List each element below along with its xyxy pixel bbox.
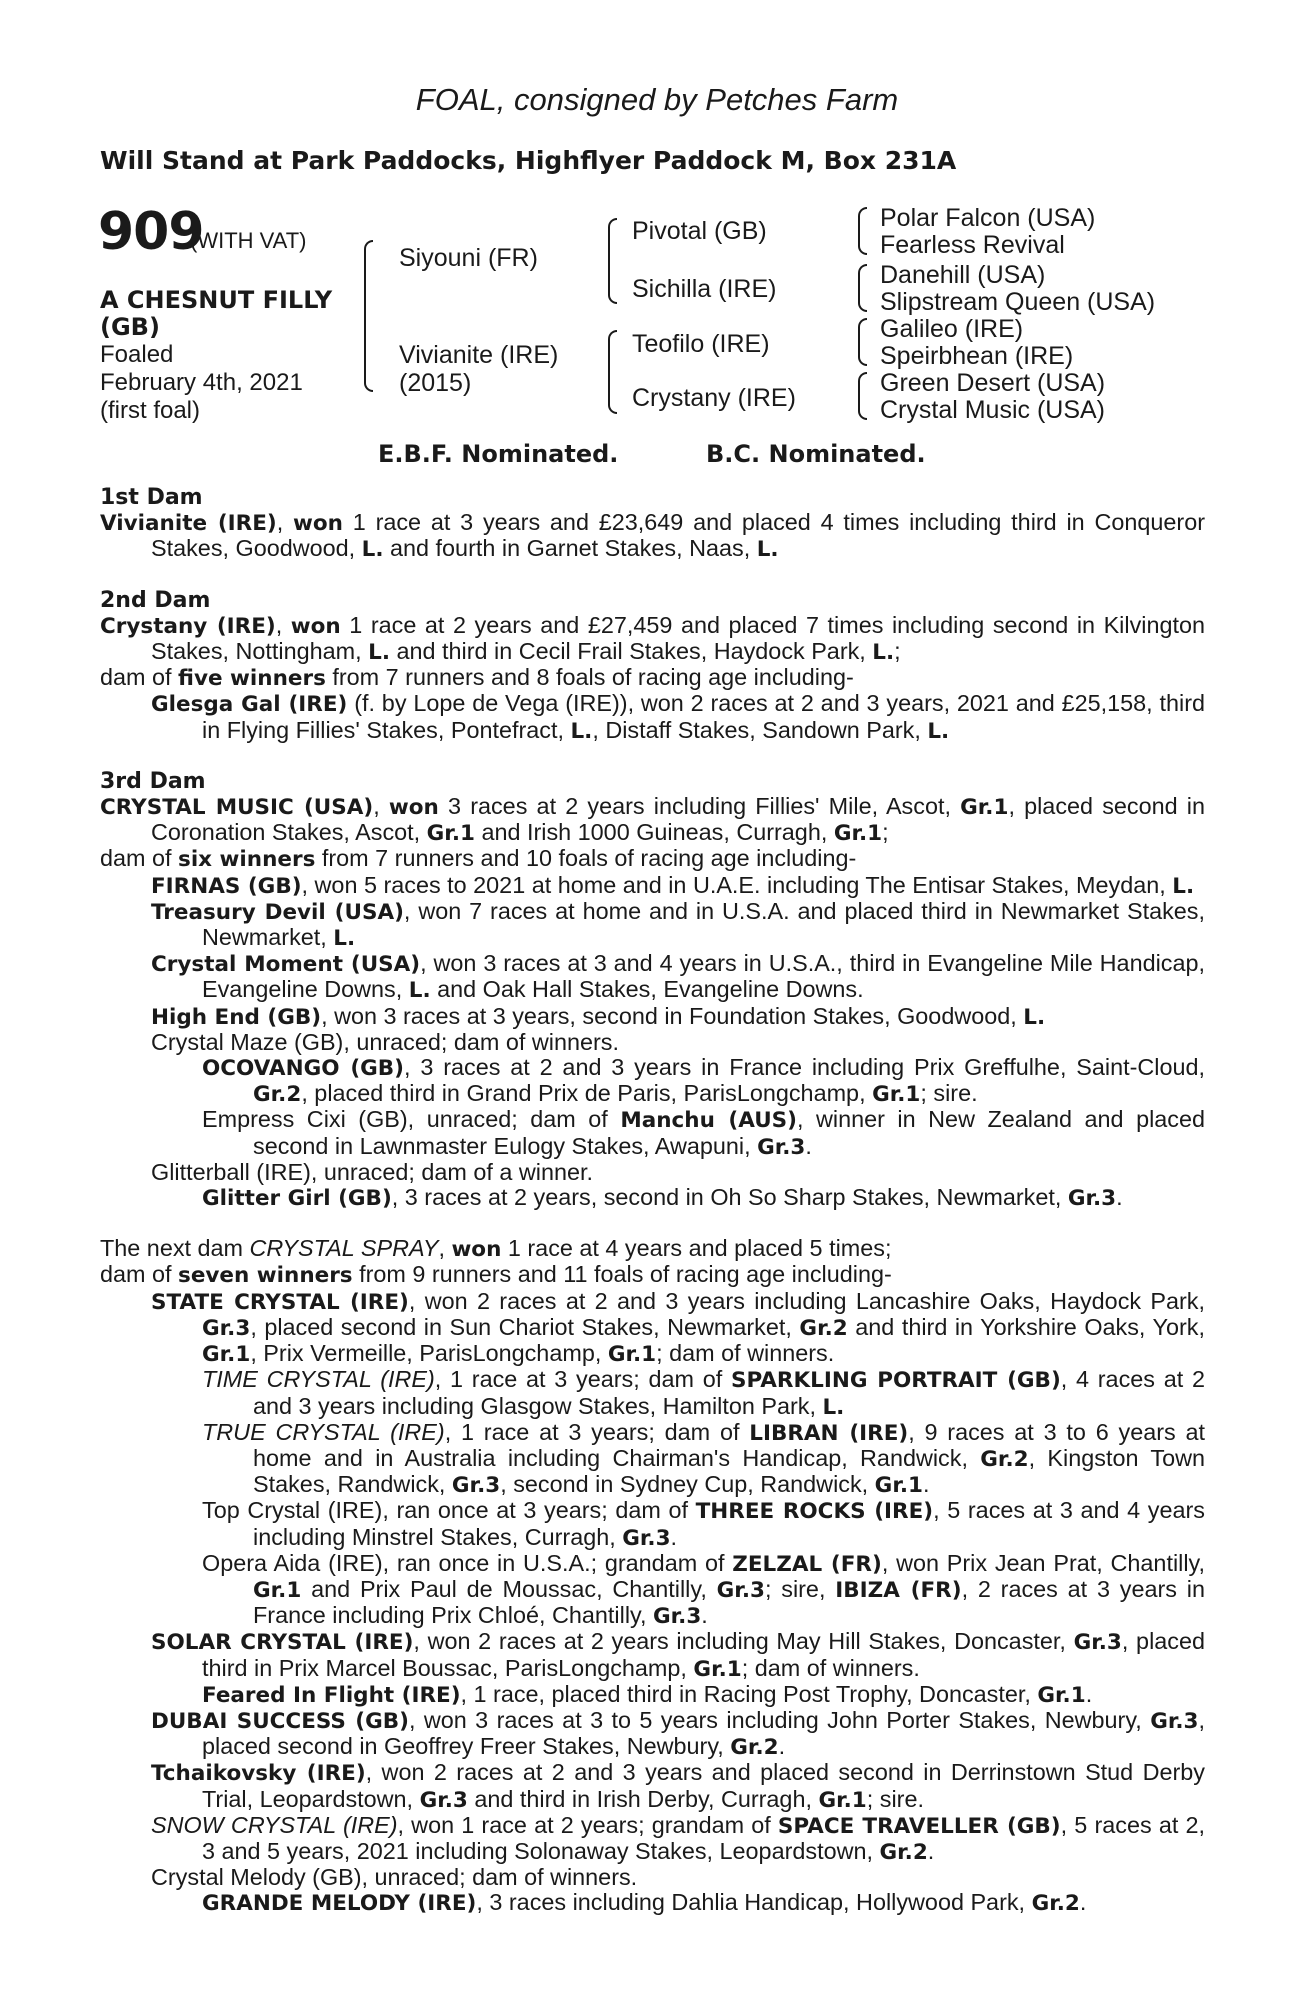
produce-entry: Treasury Devil (USA), won 7 races at home and in U.S.A. and placed third in Newmarket Stakes, Newmarket, L. xyxy=(151,897,1205,952)
pedigree-g1: Polar Falcon (USA) xyxy=(880,204,1096,232)
produce-entry: Feared In Flight (IRE), 1 race, placed third in Racing Post Trophy, Doncaster, Gr.1. xyxy=(202,1680,1093,1708)
produce-entry: Tchaikovsky (IRE), won 2 races at 2 and 3 years and placed second in Derrinstown Stud Derby Trial, Leopardstown, Gr.3 and third in Irish Derby, Curragh, Gr.1; sire. xyxy=(151,1759,1205,1813)
consignor-line: FOAL, consigned by Petches Farm xyxy=(415,82,899,117)
pedigree-g2: Fearless Revival xyxy=(880,231,1065,259)
catalogue-body xyxy=(100,485,1205,1917)
produce-entry: OCOVANGO (GB), 3 races at 2 and 3 years in France including Prix Greffulhe, Saint-Cloud, Gr.2, placed third in Grand Prix de Paris, ParisLongchamp, Gr.1; sire. xyxy=(202,1054,1205,1108)
dam-entry: Vivianite (IRE), won 1 race at 3 years and £23,649 and placed 4 times including third in Conqueror Stakes, Goodwood, L. and fourth in Garnet Stakes, Naas, L. xyxy=(100,509,1205,563)
produce-entry: TIME CRYSTAL (IRE), 1 race at 3 years; dam of SPARKLING PORTRAIT (GB), 4 races at 2 and 3 years including Glasgow Stakes, Hamilton Park, L. xyxy=(202,1366,1205,1420)
ebf-nominated: E.B.F. Nominated. xyxy=(378,440,619,468)
foaled-label: Foaled xyxy=(100,341,174,368)
horse-description: A CHESNUT FILLY xyxy=(100,286,333,314)
produce-entry: Empress Cixi (GB), unraced; dam of Manchu (AUS), winner in New Zealand and placed second in Lawnmaster Eulogy Stakes, Awapuni, Gr.3. xyxy=(202,1106,1206,1160)
pedigree-g3: Danehill (USA) xyxy=(880,261,1046,289)
pedigree-brace xyxy=(608,330,617,414)
produce-entry: Crystal Melody (GB), unraced; dam of winners. xyxy=(151,1864,638,1891)
produce-entry: Glesga Gal (IRE) (f. by Lope de Vega (IRE)), won 2 races at 2 and 3 years, 2021 and £25,158, third in Flying Fillies' Stakes, Pontefract, L., Distaff Stakes, Sandown Park, L. xyxy=(151,690,1205,744)
produce-entry: Crystal Maze (GB), unraced; dam of winners. xyxy=(151,1028,619,1055)
stand-location: Will Stand at Park Paddocks, Highflyer Paddock M, Box 231A xyxy=(100,146,957,175)
pedigree-g7: Green Desert (USA) xyxy=(880,369,1106,397)
produce-summary: dam of six winners from 7 runners and 10 foals of racing age including- xyxy=(100,845,857,873)
produce-summary: dam of seven winners from 9 runners and 11 foals of racing age including- xyxy=(100,1261,892,1289)
produce-entry: Glitterball (IRE), unraced; dam of a winner. xyxy=(151,1158,594,1185)
dam-entry: Crystany (IRE), won 1 race at 2 years and £27,459 and placed 7 times including second in Kilvington Stakes, Nottingham, L. and third in Cecil Frail Stakes, Haydock Park, L.; xyxy=(100,611,1206,666)
produce-entry: Top Crystal (IRE), ran once at 3 years; dam of THREE ROCKS (IRE), 5 races at 3 and 4 years including Minstrel Stakes, Curragh, Gr.3. xyxy=(202,1497,1206,1551)
section-heading: 2nd Dam xyxy=(100,587,211,613)
produce-entry: Crystal Moment (USA), won 3 races at 3 and 4 years in U.S.A., third in Evangeline Mile Handicap, Evangeline Downs, L. and Oak Hall Stakes, Evangeline Downs. xyxy=(151,950,1205,1004)
produce-entry: FIRNAS (GB), won 5 races to 2021 at home and in U.A.E. including The Entisar Stakes, Meydan, L. xyxy=(151,871,1195,899)
pedigree-g4: Slipstream Queen (USA) xyxy=(880,288,1156,316)
foaled-date: February 4th, 2021 xyxy=(100,369,303,396)
produce-entry: Glitter Girl (GB), 3 races at 2 years, second in Oh So Sharp Stakes, Newmarket, Gr.3. xyxy=(202,1184,1123,1212)
pedigree-dam-year: (2015) xyxy=(399,369,472,397)
bc-nominated: B.C. Nominated. xyxy=(706,440,926,468)
pedigree-dam-dam: Crystany (IRE) xyxy=(632,384,796,412)
pedigree-g6: Speirbhean (IRE) xyxy=(880,342,1074,370)
produce-entry: High End (GB), won 3 races at 3 years, second in Foundation Stakes, Goodwood, L. xyxy=(151,1002,1046,1030)
produce-entry: TRUE CRYSTAL (IRE), 1 race at 3 years; dam of LIBRAN (IRE), 9 races at 3 to 6 years at home and in Australia including Chairman's Handicap, Randwick, Gr.2, Kingston Town Stakes, Randwick, Gr.3, second in Sydney Cup, Randwick, Gr.1. xyxy=(202,1418,1205,1499)
pedigree-g8: Crystal Music (USA) xyxy=(880,396,1106,424)
section-heading: 1st Dam xyxy=(100,485,203,510)
horse-country: (GB) xyxy=(100,313,160,341)
pedigree-sire-dam: Sichilla (IRE) xyxy=(632,275,777,303)
pedigree-brace xyxy=(608,218,617,304)
lot-number: 909 xyxy=(98,202,204,262)
pedigree-dam-sire: Teofilo (IRE) xyxy=(632,330,770,358)
pedigree-brace xyxy=(858,318,867,366)
produce-entry: Opera Aida (IRE), ran once in U.S.A.; grandam of ZELZAL (FR), won Prix Jean Prat, Chantilly, Gr.1 and Prix Paul de Moussac, Chantilly, Gr.3; sire, IBIZA (FR), 2 races at 3 years in France including Prix Chloé, Chantilly, Gr.3. xyxy=(202,1549,1206,1630)
pedigree-sire-sire: Pivotal (GB) xyxy=(632,217,767,245)
section-heading: 3rd Dam xyxy=(100,768,206,794)
produce-entry: DUBAI SUCCESS (GB), won 3 races at 3 to 5 years including John Porter Stakes, Newbury, Gr.3, placed second in Geoffrey Freer Stakes, Newbury, Gr.2. xyxy=(151,1706,1205,1761)
pedigree-brace xyxy=(858,372,867,420)
pedigree-brace xyxy=(858,264,867,312)
produce-entry: SNOW CRYSTAL (IRE), won 1 race at 2 years; grandam of SPACE TRAVELLER (GB), 5 races at 2, 3 and 5 years, 2021 including Solonaway Stakes, Leopardstown, Gr.2. xyxy=(151,1811,1205,1865)
next-dam: The next dam CRYSTAL SPRAY, won 1 race at 4 years and placed 5 times; xyxy=(100,1235,892,1263)
produce-entry: STATE CRYSTAL (IRE), won 2 races at 2 and 3 years including Lancashire Oaks, Haydock Park, Gr.3, placed second in Sun Chariot Stakes, Newmarket, Gr.2 and third in Yorkshire Oaks, York, Gr.1, Prix Vermeille, ParisLongchamp, Gr.1; dam of winners. xyxy=(151,1287,1206,1368)
produce-entry: SOLAR CRYSTAL (IRE), won 2 races at 2 years including May Hill Stakes, Doncaster, Gr.3, placed third in Prix Marcel Boussac, ParisLongchamp, Gr.1; dam of winners. xyxy=(151,1628,1205,1682)
foal-note: (first foal) xyxy=(100,397,201,424)
vat-label: (WITH VAT) xyxy=(190,228,307,253)
produce-entry: GRANDE MELODY (IRE), 3 races including Dahlia Handicap, Hollywood Park, Gr.2. xyxy=(202,1889,1087,1917)
dam-entry: CRYSTAL MUSIC (USA), won 3 races at 2 years including Fillies' Mile, Ascot, Gr.1, placed second in Coronation Stakes, Ascot, Gr.1 and Irish 1000 Guineas, Curragh, Gr.1; xyxy=(100,793,1206,847)
pedigree-brace xyxy=(858,207,867,255)
pedigree-brace xyxy=(364,240,373,392)
produce-summary: dam of five winners from 7 runners and 8 foals of racing age including- xyxy=(100,664,854,692)
pedigree-dam: Vivianite (IRE) xyxy=(399,341,559,369)
pedigree-g5: Galileo (IRE) xyxy=(880,315,1024,343)
pedigree-sire: Siyouni (FR) xyxy=(399,244,538,272)
